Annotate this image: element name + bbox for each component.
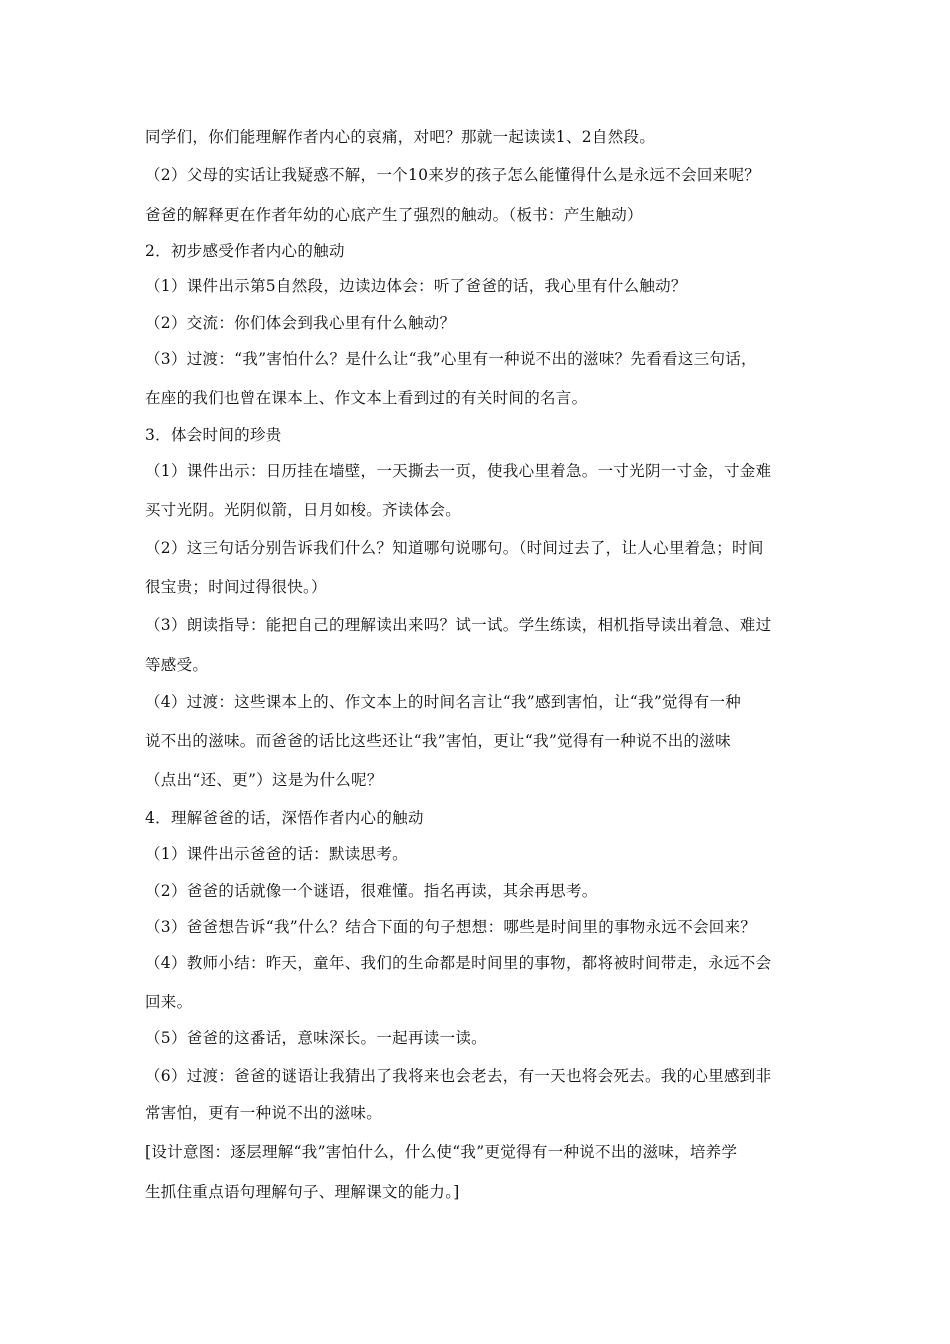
design-intent-line: 生抓住重点语句理解句子、理解课文的能力。] [145, 1183, 460, 1201]
text-line: （2）这三句话分别告诉我们什么？知道哪句说哪句。（时间过去了，让人心里着急；时间 [145, 539, 764, 557]
section-heading: 4．理解爸爸的话，深悟作者内心的触动 [145, 809, 424, 827]
text-line: （3）过渡：“我”害怕什么？是什么让“我”心里有一种说不出的滋味？先看看这三句话， [145, 350, 757, 368]
text-line: 常害怕，更有一种说不出的滋味。 [145, 1104, 383, 1122]
text-line: （6）过渡：爸爸的谜语让我猜出了我将来也会老去，有一天也将会死去。我的心里感到非 [145, 1067, 772, 1085]
section-heading: 3．体会时间的珍贵 [145, 426, 282, 444]
text-line: 在座的我们也曾在课本上、作文本上看到过的有关时间的名言。 [145, 389, 588, 407]
text-line: （1）课件出示爸爸的话：默读思考。 [145, 845, 408, 863]
text-line: 说不出的滋味。而爸爸的话比这些还让“我”害怕，更让“我”觉得有一种说不出的滋味 [145, 732, 731, 750]
text-line: （4）过渡：这些课本上的、作文本上的时间名言让“我”感到害怕，让“我”觉得有一种 [145, 693, 742, 711]
text-line: 买寸光阴。光阴似箭，日月如梭。齐读体会。 [145, 501, 462, 519]
text-line: （1）课件出示第5自然段，边读边体会：听了爸爸的话，我心里有什么触动？ [145, 277, 687, 295]
text-line: 等感受。 [145, 656, 209, 674]
text-line: （2）交流：你们体会到我心里有什么触动？ [145, 314, 456, 332]
text-line: （1）课件出示：日历挂在墙壁，一天撕去一页，使我心里着急。一寸光阴一寸金，寸金难 [145, 462, 772, 480]
design-intent-line: [设计意图：逐层理解“我”害怕什么，什么使“我”更觉得有一种说不出的滋味，培养学 [145, 1143, 738, 1161]
text-line: （4）教师小结：昨天，童年、我们的生命都是时间里的事物，都将被时间带走，永远不会 [145, 954, 772, 972]
text-line: 爸爸的解释更在作者年幼的心底产生了强烈的触动。（板书：产生触动） [145, 206, 643, 224]
text-line: 回来。 [145, 993, 193, 1011]
text-line: 同学们，你们能理解作者内心的哀痛，对吧？那就一起读读1、2自然段。 [145, 128, 656, 146]
section-heading: 2．初步感受作者内心的触动 [145, 242, 345, 260]
text-line: （3）朗读指导：能把自己的理解读出来吗？试一试。学生练读，相机指导读出着急、难过 [145, 616, 772, 634]
text-line: 很宝贵；时间过得很快。） [145, 578, 327, 596]
text-line: （点出“还、更”）这是为什么呢？ [145, 771, 383, 789]
text-line: （3）爸爸想告诉“我”什么？结合下面的句子想想：哪些是时间里的事物永远不会回来？ [145, 918, 757, 936]
text-line: （2）爸爸的话就像一个谜语，很难懂。指名再读，其余再思考。 [145, 882, 598, 900]
text-line: （5）爸爸的这番话，意味深长。一起再读一读。 [145, 1029, 487, 1047]
text-line: （2）父母的实话让我疑惑不解，一个10来岁的孩子怎么能懂得什么是永远不会回来呢？ [145, 166, 761, 184]
